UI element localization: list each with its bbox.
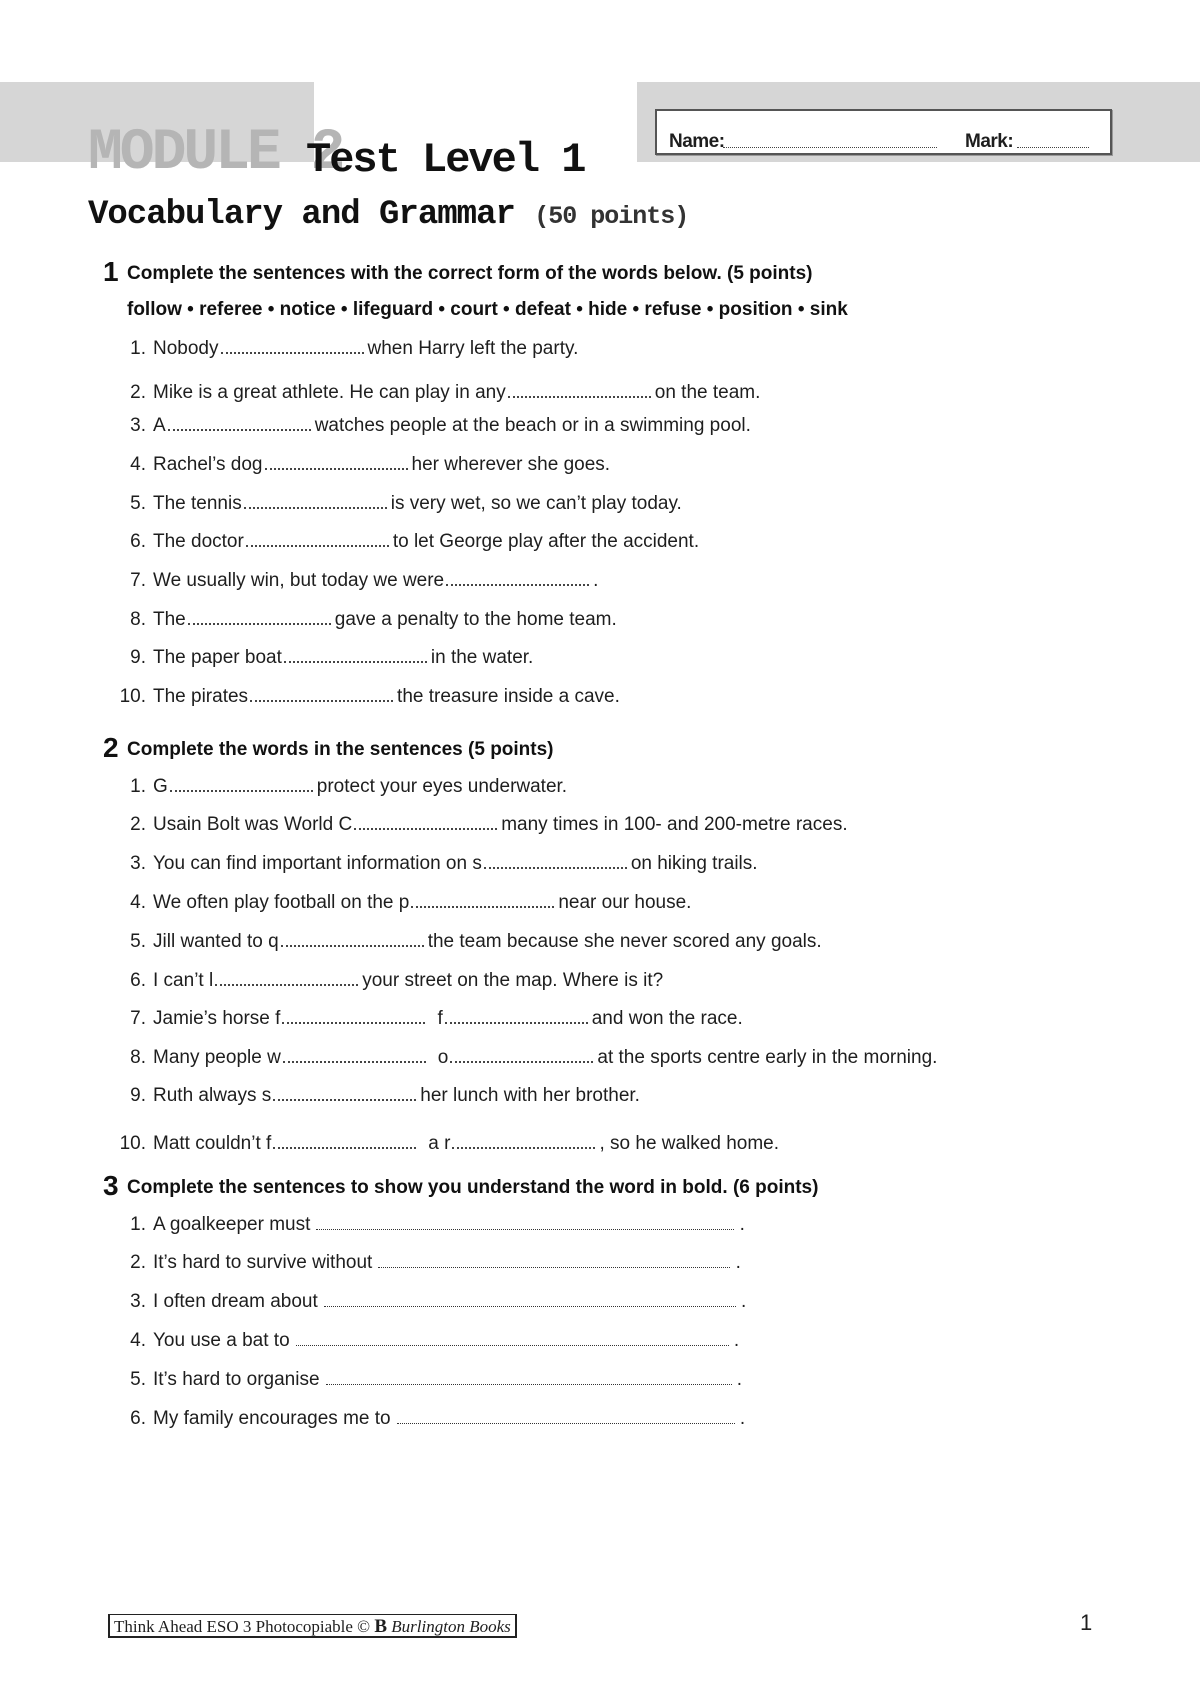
item-text-before: Rachel’s dog [153,454,263,475]
item-text-after: the treasure inside a cave. [397,686,620,707]
item-text-after: your street on the map. Where is it? [362,970,664,991]
item-period: . [734,1214,745,1235]
footer-publisher: Burlington Books [391,1617,511,1636]
section-title [88,196,688,234]
item-text: It’s hard to survive without [153,1252,373,1273]
item-text-before: We often play football on the p [153,892,410,913]
item-number: 2. [130,382,146,403]
ex2-item-3 [118,851,758,877]
ex2-item-8 [118,1045,937,1071]
item-period: . [731,1369,743,1390]
item-text-before: The tennis [153,493,242,514]
answer-blank[interactable] [170,789,313,792]
item-text-after: the team because she never scored any goals. [427,931,822,952]
answer-blank[interactable] [188,622,331,625]
item-number: 9. [130,1085,146,1106]
ex2-item-1 [118,774,567,800]
answer-blank[interactable] [168,428,311,431]
item-text-before: A [153,415,166,436]
item-text-before: The [153,609,186,630]
ex1-item-9 [118,645,533,671]
item-text-before: The doctor [153,531,244,552]
ex2-item-5 [118,929,822,955]
item-number: 7. [130,570,146,591]
item-text-before: Ruth always s [153,1085,272,1106]
item-text-before: Jamie’s horse f [153,1008,281,1029]
ex2-item-2 [118,812,848,838]
name-label: Name: [669,131,725,152]
item-text-after: is very wet, so we can’t play today. [390,493,682,514]
item-text-after: her lunch with her brother. [420,1085,640,1106]
answer-blank[interactable] [273,1146,416,1149]
item-text-after: her wherever she goes. [411,454,611,475]
item-text-after: , so he walked home. [599,1133,780,1154]
answer-line[interactable] [296,1344,729,1346]
mark-field[interactable] [1017,147,1089,148]
item-text-after: watches people at the beach or in a swimming pool. [314,415,751,436]
module-title: MODULE 2 [88,121,343,186]
item-text-before: We usually win, but today we were [153,570,445,591]
answer-blank[interactable] [508,395,651,398]
ex2-item-6 [118,968,663,994]
item-text-after: near our house. [558,892,692,913]
answer-blank[interactable] [411,905,554,908]
exercise-2-number: 2 [103,732,119,763]
exercise-1-wordlist: follow • referee • notice • lifeguard • court • defeat • hide • refuse • position • sink [127,299,848,320]
answer-blank[interactable] [446,583,589,586]
ex3-item-1 [118,1212,745,1238]
item-number: 4. [130,892,146,913]
ex1-item-4 [118,452,610,478]
item-text-after: many times in 100- and 200-metre races. [501,814,848,835]
ex3-item-4 [118,1328,738,1354]
answer-blank[interactable] [215,983,358,986]
exercise-2-instruction: Complete the words in the sentences (5 points) [127,739,554,760]
answer-blank[interactable] [282,1021,425,1024]
item-text-after: gave a penalty to the home team. [334,609,617,630]
item-text-middle: f [437,1008,443,1029]
item-period: . [728,1330,740,1351]
answer-blank[interactable] [452,1146,595,1149]
ex1-item-6 [118,529,699,555]
mark-label: Mark: [965,131,1014,152]
item-number: 9. [130,647,146,668]
item-text-after: on hiking trails. [630,853,758,874]
ex1-item-8 [118,607,617,633]
answer-line[interactable] [378,1266,730,1268]
answer-line[interactable] [324,1305,736,1307]
item-number: 8. [130,1047,146,1068]
ex2-item-10 [118,1131,779,1157]
item-text-after: protect your eyes underwater. [316,776,568,797]
ex1-item-1 [118,336,578,362]
ex1-item-5 [118,491,682,517]
item-text-after: on the team. [654,382,761,403]
item-text-before: You can find important information on s [153,853,482,874]
answer-line[interactable] [397,1422,735,1424]
exercise-3-instruction: Complete the sentences to show you understand the word in bold. (6 points) [127,1177,819,1198]
answer-line[interactable] [326,1383,732,1385]
ex3-item-5 [118,1367,743,1393]
item-number: 7. [130,1008,146,1029]
item-number: 3. [130,853,146,874]
burlington-logo-icon: B [374,1616,388,1637]
item-text-before: I can’t l [153,970,214,991]
item-number: 1. [130,776,146,797]
ex3-item-2 [118,1250,741,1276]
item-number: 1. [130,1214,146,1235]
page-number: 1 [1080,1610,1093,1635]
item-text: It’s hard to organise [153,1369,320,1390]
ex3-item-3 [118,1289,747,1315]
item-number: 6. [130,1408,146,1429]
item-number: 10. [119,1133,146,1154]
answer-blank[interactable] [450,1060,593,1063]
name-field[interactable] [723,147,937,148]
item-number: 4. [130,1330,146,1351]
item-number: 6. [130,531,146,552]
item-number: 5. [130,931,146,952]
item-text-before: Mike is a great athlete. He can play in any [153,382,506,403]
item-number: 4. [130,454,146,475]
item-text: I often dream about [153,1291,318,1312]
answer-blank[interactable] [484,866,627,869]
item-number: 5. [130,1369,146,1390]
answer-blank[interactable] [246,544,389,547]
item-text-before: The paper boat [153,647,282,668]
answer-blank[interactable] [281,944,424,947]
item-text: My family encourages me to [153,1408,391,1429]
item-number: 8. [130,609,146,630]
item-number: 3. [130,1291,146,1312]
item-number: 3. [130,415,146,436]
ex1-item-7 [118,568,598,594]
name-mark-box [655,109,1112,155]
exercise-1-number: 1 [103,256,119,287]
item-text-before: Usain Bolt was World C [153,814,353,835]
item-number: 5. [130,493,146,514]
item-text-before: G [153,776,168,797]
item-period: . [735,1291,747,1312]
item-number: 10. [119,686,146,707]
item-text: You use a bat to [153,1330,290,1351]
section-points: (50 points) [534,202,689,231]
answer-blank[interactable] [221,351,364,354]
item-number: 1. [130,338,146,359]
answer-blank[interactable] [445,1021,588,1024]
ex2-item-7 [118,1006,743,1032]
item-text-middle: a r [428,1133,451,1154]
item-number: 6. [130,970,146,991]
answer-blank[interactable] [284,660,427,663]
footer-copyright [108,1614,517,1638]
ex1-item-10 [118,684,620,710]
section-title-text: Vocabulary and Grammar [88,196,515,234]
ex3-item-6 [118,1406,746,1432]
item-text-before: Many people w [153,1047,281,1068]
ex2-item-9 [118,1083,640,1109]
answer-blank[interactable] [244,506,387,509]
exercise-3-number: 3 [103,1170,119,1201]
item-text-after: when Harry left the party. [367,338,579,359]
item-number: 2. [130,814,146,835]
item-period: . [734,1408,746,1429]
ex1-item-3 [118,413,751,439]
answer-blank[interactable] [265,467,408,470]
answer-blank[interactable] [283,1060,426,1063]
test-level-title: Test Level 1 [306,136,585,184]
item-number: 2. [130,1252,146,1273]
item-text-after: and won the race. [591,1008,743,1029]
answer-blank[interactable] [250,699,393,702]
exercise-1-instruction: Complete the sentences with the correct form of the words below. (5 points) [127,263,813,284]
item-text-after: . [593,570,599,591]
item-text-before: The pirates [153,686,249,707]
item-text-after: at the sports centre early in the morning. [597,1047,938,1068]
answer-blank[interactable] [273,1098,416,1101]
item-text-after: in the water. [430,647,534,668]
answer-line[interactable] [316,1228,734,1230]
item-text: A goalkeeper must [153,1214,311,1235]
item-text-after: to let George play after the accident. [392,531,700,552]
footer-text: Think Ahead ESO 3 Photocopiable © [114,1617,371,1636]
item-text-before: Jill wanted to q [153,931,279,952]
item-text-before: Nobody [153,338,219,359]
answer-blank[interactable] [354,827,497,830]
ex1-item-2 [118,380,760,406]
item-period: . [730,1252,741,1273]
ex2-item-4 [118,890,691,916]
item-text-before: Matt couldn’t f [153,1133,272,1154]
item-text-middle: o [437,1047,449,1068]
